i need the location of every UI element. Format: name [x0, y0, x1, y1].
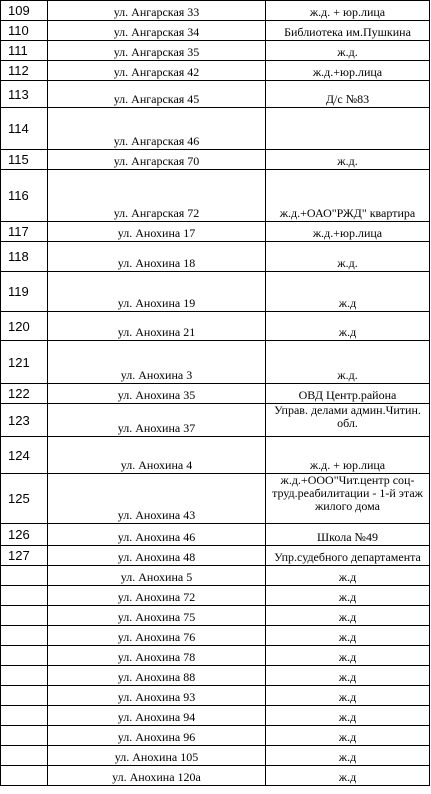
occupant-note-cell: Библиотека им.Пушкина [266, 21, 430, 41]
street-address-cell: ул. Ангарская 35 [48, 41, 266, 61]
row-number-cell: 127 [1, 546, 48, 566]
occupant-note-cell: ж.д [266, 766, 430, 786]
table-row [1, 61, 430, 81]
street-address-cell: ул. Анохина 76 [48, 626, 266, 646]
row-number-cell [1, 726, 48, 746]
occupant-note-cell: ж.д. + юр.лица [266, 437, 430, 474]
occupant-note-cell [266, 108, 430, 150]
occupant-note-cell: ж.д.+ОАО"РЖД" квартира [266, 170, 430, 222]
row-number-cell: 116 [1, 170, 48, 222]
row-number-cell: 113 [1, 81, 48, 108]
street-address-cell: ул. Анохина 75 [48, 606, 266, 626]
row-number-cell: 122 [1, 384, 48, 404]
row-number-cell [1, 766, 48, 786]
row-number-cell [1, 706, 48, 726]
occupant-note-cell: ж.д [266, 706, 430, 726]
street-address-cell: ул. Анохина 94 [48, 706, 266, 726]
occupant-note-cell: Школа №49 [266, 524, 430, 546]
table-row [1, 706, 430, 726]
table-row [1, 626, 430, 646]
row-number-cell: 114 [1, 108, 48, 150]
occupant-note-cell: ж.д [266, 666, 430, 686]
table-row [1, 81, 430, 108]
occupant-note-cell: ж.д [266, 606, 430, 626]
table-row [1, 686, 430, 706]
street-address-cell: ул. Анохина 96 [48, 726, 266, 746]
table-row [1, 312, 430, 341]
street-address-cell: ул. Анохина 48 [48, 546, 266, 566]
table-row [1, 170, 430, 222]
table-row [1, 546, 430, 566]
table-row [1, 586, 430, 606]
occupant-note-cell: ж.д.+ООО"Чит.центр соц-труд.реабилитации - 1-й этаж жилого дома [266, 474, 430, 524]
row-number-cell: 125 [1, 474, 48, 524]
table-row [1, 646, 430, 666]
occupant-note-cell: ж.д [266, 626, 430, 646]
table-row [1, 666, 430, 686]
table-row [1, 437, 430, 474]
street-address-cell: ул. Анохина 19 [48, 272, 266, 312]
table-row [1, 746, 430, 766]
table-row [1, 242, 430, 272]
street-address-cell: ул. Анохина 72 [48, 586, 266, 606]
occupant-note-cell: ОВД Центр.района [266, 384, 430, 404]
table-row [1, 404, 430, 437]
table-row [1, 766, 430, 786]
street-address-cell: ул. Анохина 105 [48, 746, 266, 766]
occupant-note-cell: ж.д. [266, 242, 430, 272]
street-address-cell: ул. Анохина 93 [48, 686, 266, 706]
row-number-cell [1, 686, 48, 706]
occupant-note-cell: Упр.судебного департамента [266, 546, 430, 566]
occupant-note-cell: ж.д [266, 272, 430, 312]
street-address-cell: ул. Анохина 46 [48, 524, 266, 546]
occupant-note-cell: ж.д [266, 586, 430, 606]
row-number-cell: 118 [1, 242, 48, 272]
row-number-cell [1, 666, 48, 686]
occupant-note-cell: ж.д. [266, 341, 430, 384]
table-row [1, 272, 430, 312]
occupant-note-cell: Д/с №83 [266, 81, 430, 108]
row-number-cell: 124 [1, 437, 48, 474]
table-row [1, 222, 430, 242]
row-number-cell: 111 [1, 41, 48, 61]
table-row [1, 726, 430, 746]
occupant-note-cell: ж.д [266, 646, 430, 666]
row-number-cell: 126 [1, 524, 48, 546]
table-row [1, 41, 430, 61]
street-address-cell: ул. Анохина 4 [48, 437, 266, 474]
table-row [1, 606, 430, 626]
street-address-cell: ул. Анохина 3 [48, 341, 266, 384]
occupant-note-cell: ж.д. [266, 41, 430, 61]
street-address-cell: ул. Анохина 35 [48, 384, 266, 404]
street-address-cell: ул. Ангарская 42 [48, 61, 266, 81]
row-number-cell: 120 [1, 312, 48, 341]
table-row [1, 108, 430, 150]
street-address-cell: ул. Ангарская 34 [48, 21, 266, 41]
table-row [1, 524, 430, 546]
occupant-note-cell: ж.д [266, 726, 430, 746]
table-row [1, 384, 430, 404]
row-number-cell: 115 [1, 150, 48, 170]
street-address-cell: ул. Ангарская 46 [48, 108, 266, 150]
row-number-cell [1, 646, 48, 666]
occupant-note-cell: ж.д.+юр.лица [266, 61, 430, 81]
row-number-cell: 112 [1, 61, 48, 81]
occupant-note-cell: ж.д [266, 686, 430, 706]
street-address-cell: ул. Анохина 5 [48, 566, 266, 586]
row-number-cell: 109 [1, 1, 48, 21]
table-row [1, 566, 430, 586]
table-row [1, 341, 430, 384]
table-row [1, 21, 430, 41]
occupant-note-cell: Управ. делами админ.Читин. обл. [266, 404, 430, 437]
row-number-cell [1, 586, 48, 606]
street-address-cell: ул. Ангарская 33 [48, 1, 266, 21]
street-address-cell: ул. Анохина 78 [48, 646, 266, 666]
street-address-cell: ул. Анохина 18 [48, 242, 266, 272]
occupant-note-cell: ж.д [266, 312, 430, 341]
occupant-note-cell: ж.д. [266, 150, 430, 170]
occupant-note-cell: ж.д.+юр.лица [266, 222, 430, 242]
street-address-cell: ул. Ангарская 45 [48, 81, 266, 108]
street-address-cell: ул. Анохина 17 [48, 222, 266, 242]
table-row [1, 150, 430, 170]
street-address-cell: ул. Ангарская 70 [48, 150, 266, 170]
row-number-cell: 117 [1, 222, 48, 242]
row-number-cell [1, 626, 48, 646]
table-row [1, 1, 430, 21]
street-address-cell: ул. Ангарская 72 [48, 170, 266, 222]
row-number-cell [1, 746, 48, 766]
street-address-cell: ул. Анохина 120а [48, 766, 266, 786]
row-number-cell: 110 [1, 21, 48, 41]
street-address-cell: ул. Анохина 88 [48, 666, 266, 686]
occupant-note-cell: ж.д [266, 566, 430, 586]
occupant-note-cell: ж.д [266, 746, 430, 766]
occupant-note-cell: ж.д. + юр.лица [266, 1, 430, 21]
row-number-cell: 123 [1, 404, 48, 437]
street-address-cell: ул. Анохина 21 [48, 312, 266, 341]
street-address-cell: ул. Анохина 43 [48, 474, 266, 524]
address-table-body [1, 1, 430, 786]
row-number-cell [1, 606, 48, 626]
row-number-cell: 121 [1, 341, 48, 384]
street-address-cell: ул. Анохина 37 [48, 404, 266, 437]
row-number-cell: 119 [1, 272, 48, 312]
row-number-cell [1, 566, 48, 586]
table-row [1, 474, 430, 524]
